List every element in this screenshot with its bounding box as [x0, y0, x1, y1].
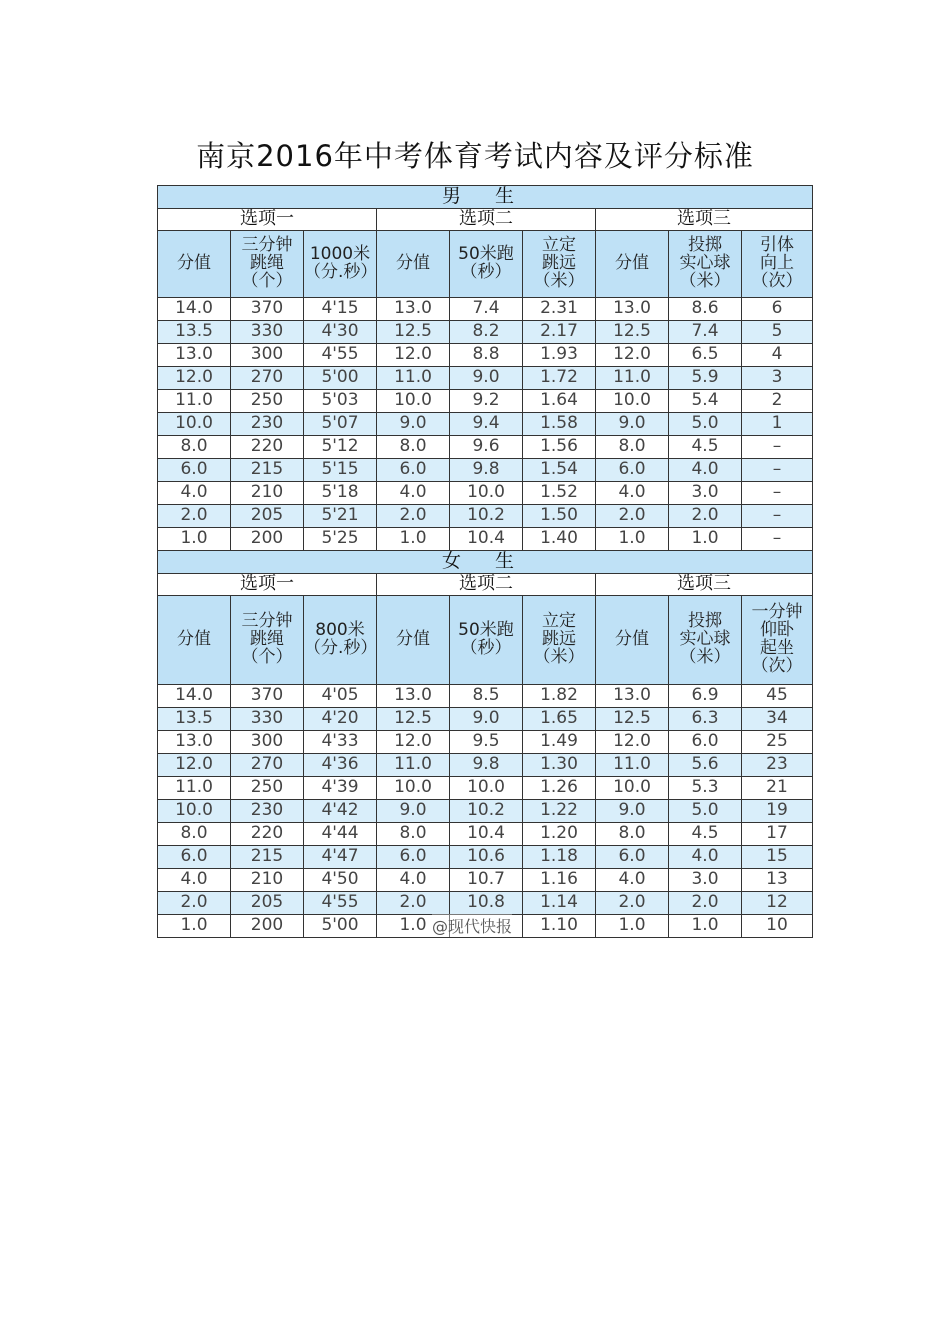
table-cell: 2.0 — [596, 892, 669, 915]
table-row — [158, 367, 813, 390]
table-cell: 9.0 — [377, 413, 450, 436]
table-cell: 8.8 — [450, 344, 523, 367]
table-cell: 5'00 — [304, 915, 377, 938]
table-cell: 4'20 — [304, 708, 377, 731]
column-header: 三分钟 跳绳 （个） — [231, 231, 304, 298]
table-cell: 2.17 — [523, 321, 596, 344]
table-cell: 1.0 — [158, 915, 231, 938]
table-row — [158, 505, 813, 528]
female-column-header-row — [158, 596, 813, 685]
table-row — [158, 298, 813, 321]
table-cell: 6.0 — [377, 459, 450, 482]
table-cell: 4.0 — [377, 482, 450, 505]
table-row — [158, 800, 813, 823]
table-cell: 6.0 — [596, 459, 669, 482]
table-cell: – — [742, 505, 813, 528]
table-cell: 1.93 — [523, 344, 596, 367]
table-cell: 5.9 — [669, 367, 742, 390]
table-cell: 215 — [231, 846, 304, 869]
table-cell: 300 — [231, 731, 304, 754]
table-cell: 2.0 — [377, 505, 450, 528]
table-cell: 8.0 — [158, 436, 231, 459]
table-cell: 4 — [742, 344, 813, 367]
table-cell: 13.5 — [158, 708, 231, 731]
table-cell: 6.9 — [669, 685, 742, 708]
score-table — [157, 185, 813, 938]
table-cell: 5.3 — [669, 777, 742, 800]
female-section-header-row — [158, 551, 813, 574]
table-cell: 2.31 — [523, 298, 596, 321]
male-section — [158, 186, 813, 551]
table-cell: 23 — [742, 754, 813, 777]
table-cell: 17 — [742, 823, 813, 846]
watermark: @现代快报 — [432, 914, 512, 937]
female-section — [158, 551, 813, 938]
option-label: 选项三 — [596, 574, 813, 596]
table-cell: 1.58 — [523, 413, 596, 436]
column-header: 一分钟 仰卧 起坐 （次） — [742, 596, 813, 685]
table-cell: 9.2 — [450, 390, 523, 413]
column-header: 50米跑 （秒） — [450, 231, 523, 298]
table-row — [158, 708, 813, 731]
table-cell: 5.0 — [669, 800, 742, 823]
table-cell: 8.5 — [450, 685, 523, 708]
table-cell: 2.0 — [669, 505, 742, 528]
table-cell: 11.0 — [377, 367, 450, 390]
table-cell: 21 — [742, 777, 813, 800]
table-cell: 230 — [231, 413, 304, 436]
table-cell: 1.18 — [523, 846, 596, 869]
table-cell: 2.0 — [596, 505, 669, 528]
table-cell: 300 — [231, 344, 304, 367]
table-cell: 4'15 — [304, 298, 377, 321]
table-cell: 370 — [231, 685, 304, 708]
table-row — [158, 528, 813, 551]
table-cell: 6.0 — [158, 459, 231, 482]
table-row — [158, 777, 813, 800]
table-cell: 5'03 — [304, 390, 377, 413]
table-cell: 45 — [742, 685, 813, 708]
table-cell: 13.0 — [158, 344, 231, 367]
table-cell: 8.0 — [596, 823, 669, 846]
table-cell: 5'18 — [304, 482, 377, 505]
table-cell: 10.0 — [450, 482, 523, 505]
table-cell: 10.0 — [596, 390, 669, 413]
table-cell: 10.0 — [158, 800, 231, 823]
table-cell: 1.82 — [523, 685, 596, 708]
table-row — [158, 846, 813, 869]
table-cell: 19 — [742, 800, 813, 823]
table-cell: 9.5 — [450, 731, 523, 754]
table-cell: 4'44 — [304, 823, 377, 846]
table-cell: 9.8 — [450, 754, 523, 777]
column-header: 立定 跳远 （米） — [523, 596, 596, 685]
table-cell: 1.22 — [523, 800, 596, 823]
table-row — [158, 731, 813, 754]
table-cell: 2.0 — [669, 892, 742, 915]
table-cell: 13.0 — [158, 731, 231, 754]
column-header: 分值 — [158, 231, 231, 298]
table-cell: 9.6 — [450, 436, 523, 459]
column-header: 分值 — [158, 596, 231, 685]
table-cell: 10.4 — [450, 528, 523, 551]
table-cell: 250 — [231, 390, 304, 413]
table-cell: – — [742, 482, 813, 505]
table-cell: 4.5 — [669, 823, 742, 846]
table-cell: 10 — [742, 915, 813, 938]
table-cell: 13.5 — [158, 321, 231, 344]
table-cell: 1.54 — [523, 459, 596, 482]
table-row — [158, 892, 813, 915]
table-cell: 9.0 — [450, 367, 523, 390]
table-cell: 3.0 — [669, 482, 742, 505]
table-cell: 2.0 — [377, 892, 450, 915]
table-cell: 6.5 — [669, 344, 742, 367]
table-cell: 1.52 — [523, 482, 596, 505]
table-row — [158, 390, 813, 413]
table-row — [158, 321, 813, 344]
table-cell: 5'00 — [304, 367, 377, 390]
table-cell: 1.0 — [596, 915, 669, 938]
table-cell: 5.6 — [669, 754, 742, 777]
table-cell: 13 — [742, 869, 813, 892]
table-cell: 5'21 — [304, 505, 377, 528]
table-cell: 12.5 — [377, 708, 450, 731]
table-cell: 1.72 — [523, 367, 596, 390]
table-cell: 4'55 — [304, 892, 377, 915]
table-cell: 9.8 — [450, 459, 523, 482]
table-row — [158, 685, 813, 708]
table-cell: 14.0 — [158, 685, 231, 708]
table-cell: 12.0 — [158, 754, 231, 777]
male-section-title: 男 生 — [158, 186, 813, 209]
table-cell: 5'25 — [304, 528, 377, 551]
table-row — [158, 869, 813, 892]
table-cell: 205 — [231, 505, 304, 528]
table-cell: 4.0 — [596, 482, 669, 505]
table-cell: 2.0 — [158, 892, 231, 915]
table-cell: 4'50 — [304, 869, 377, 892]
table-cell: 11.0 — [377, 754, 450, 777]
table-cell: 10.0 — [596, 777, 669, 800]
table-cell: 15 — [742, 846, 813, 869]
table-row — [158, 754, 813, 777]
table-cell: 270 — [231, 754, 304, 777]
table-cell: 4'33 — [304, 731, 377, 754]
table-cell: 4'42 — [304, 800, 377, 823]
table-row — [158, 344, 813, 367]
table-cell: 4.0 — [377, 869, 450, 892]
table-cell: 270 — [231, 367, 304, 390]
table-cell: 13.0 — [377, 685, 450, 708]
male-column-header-row — [158, 231, 813, 298]
table-cell: 4'55 — [304, 344, 377, 367]
column-header: 立定 跳远 （米） — [523, 231, 596, 298]
column-header: 800米 （分.秒） — [304, 596, 377, 685]
table-cell: 13.0 — [596, 298, 669, 321]
table-cell: 4'39 — [304, 777, 377, 800]
table-cell: 34 — [742, 708, 813, 731]
table-cell: 2 — [742, 390, 813, 413]
table-cell: 5'15 — [304, 459, 377, 482]
column-header: 引体 向上 （次） — [742, 231, 813, 298]
table-row — [158, 436, 813, 459]
table-cell: 9.0 — [377, 800, 450, 823]
table-cell: – — [742, 436, 813, 459]
column-header: 分值 — [596, 231, 669, 298]
option-label: 选项一 — [158, 209, 377, 231]
table-cell: 4.0 — [158, 869, 231, 892]
table-cell: 12.0 — [158, 367, 231, 390]
table-cell: 6.3 — [669, 708, 742, 731]
table-cell: 10.0 — [377, 390, 450, 413]
option-label: 选项三 — [596, 209, 813, 231]
table-cell: 4'05 — [304, 685, 377, 708]
table-cell: 5.0 — [669, 413, 742, 436]
table-row — [158, 482, 813, 505]
table-cell: 1.0 — [158, 528, 231, 551]
table-cell: 205 — [231, 892, 304, 915]
male-section-header-row — [158, 186, 813, 209]
table-cell: – — [742, 528, 813, 551]
table-cell: 1 — [742, 413, 813, 436]
table-cell: 14.0 — [158, 298, 231, 321]
table-cell: 9.0 — [596, 413, 669, 436]
table-cell: 1.14 — [523, 892, 596, 915]
table-cell: 1.10 — [523, 915, 596, 938]
table-cell: 4'36 — [304, 754, 377, 777]
table-cell: 5.4 — [669, 390, 742, 413]
table-cell: 4.0 — [669, 846, 742, 869]
table-cell: 8.2 — [450, 321, 523, 344]
table-cell: 6.0 — [669, 731, 742, 754]
table-cell: 3.0 — [669, 869, 742, 892]
table-cell: 11.0 — [158, 390, 231, 413]
table-cell: 4'47 — [304, 846, 377, 869]
table-cell: 370 — [231, 298, 304, 321]
table-cell: 330 — [231, 708, 304, 731]
table-cell: 1.49 — [523, 731, 596, 754]
table-cell: 8.6 — [669, 298, 742, 321]
table-cell: 25 — [742, 731, 813, 754]
option-label: 选项二 — [377, 209, 596, 231]
table-cell: 11.0 — [158, 777, 231, 800]
column-header: 分值 — [377, 231, 450, 298]
table-cell: 5'07 — [304, 413, 377, 436]
table-cell: 9.0 — [596, 800, 669, 823]
female-options-row — [158, 574, 813, 596]
table-cell: 1.26 — [523, 777, 596, 800]
table-cell: 10.0 — [450, 777, 523, 800]
column-header: 投掷 实心球 （米） — [669, 596, 742, 685]
table-cell: 5'12 — [304, 436, 377, 459]
table-cell: 6.0 — [158, 846, 231, 869]
table-cell: 11.0 — [596, 754, 669, 777]
table-cell: 210 — [231, 869, 304, 892]
table-cell: 10.8 — [450, 892, 523, 915]
table-cell: 200 — [231, 528, 304, 551]
table-cell: 12.0 — [377, 731, 450, 754]
option-label: 选项一 — [158, 574, 377, 596]
table-cell: 8.0 — [377, 436, 450, 459]
table-cell: 1.0 — [596, 528, 669, 551]
option-label: 选项二 — [377, 574, 596, 596]
table-cell: 1.30 — [523, 754, 596, 777]
table-cell: 12 — [742, 892, 813, 915]
page-title: 南京2016年中考体育考试内容及评分标准 — [196, 139, 754, 173]
column-header: 分值 — [377, 596, 450, 685]
table-cell: 1.65 — [523, 708, 596, 731]
column-header: 投掷 实心球 （米） — [669, 231, 742, 298]
table-cell: 220 — [231, 436, 304, 459]
table-cell: 6.0 — [596, 846, 669, 869]
table-cell: 10.0 — [377, 777, 450, 800]
table-row — [158, 459, 813, 482]
table-cell: 12.0 — [377, 344, 450, 367]
table-cell: 4.0 — [669, 459, 742, 482]
table-cell: 12.5 — [377, 321, 450, 344]
table-cell: 1.50 — [523, 505, 596, 528]
table-cell: 250 — [231, 777, 304, 800]
table-row — [158, 413, 813, 436]
table-cell: 9.4 — [450, 413, 523, 436]
table-cell: 1.16 — [523, 869, 596, 892]
table-cell: 10.0 — [158, 413, 231, 436]
male-options-row — [158, 209, 813, 231]
table-cell: 12.0 — [596, 731, 669, 754]
column-header: 50米跑 （秒） — [450, 596, 523, 685]
table-cell: 5 — [742, 321, 813, 344]
table-cell: 2.0 — [158, 505, 231, 528]
table-cell: 3 — [742, 367, 813, 390]
table-cell: 1.56 — [523, 436, 596, 459]
female-section-title: 女 生 — [158, 551, 813, 574]
table-cell: 4.5 — [669, 436, 742, 459]
table-cell: 1.0 — [377, 528, 450, 551]
table-cell: 13.0 — [596, 685, 669, 708]
table-cell: 200 — [231, 915, 304, 938]
table-cell: 4'30 — [304, 321, 377, 344]
table-cell: 6.0 — [377, 846, 450, 869]
table-row — [158, 823, 813, 846]
table-cell: – — [742, 459, 813, 482]
column-header: 分值 — [596, 596, 669, 685]
table-cell: 8.0 — [158, 823, 231, 846]
column-header: 1000米 （分.秒） — [304, 231, 377, 298]
table-cell: 11.0 — [596, 367, 669, 390]
table-cell: 12.5 — [596, 321, 669, 344]
table-cell: 6 — [742, 298, 813, 321]
table-cell: 210 — [231, 482, 304, 505]
table-cell: 1.40 — [523, 528, 596, 551]
table-cell: 7.4 — [450, 298, 523, 321]
table-cell: 10.2 — [450, 505, 523, 528]
table-cell: 13.0 — [377, 298, 450, 321]
table-cell: 10.2 — [450, 800, 523, 823]
table-cell: 10.4 — [450, 823, 523, 846]
table-cell: 230 — [231, 800, 304, 823]
table-cell: 7.4 — [669, 321, 742, 344]
table-cell: 12.5 — [596, 708, 669, 731]
table-cell: 330 — [231, 321, 304, 344]
table-cell: 220 — [231, 823, 304, 846]
table-cell: 1.64 — [523, 390, 596, 413]
table-cell: 1.0 — [669, 528, 742, 551]
table-cell: 12.0 — [596, 344, 669, 367]
table-cell: 1.0 — [377, 915, 450, 938]
table-cell: 4.0 — [158, 482, 231, 505]
column-header: 三分钟 跳绳 （个） — [231, 596, 304, 685]
table-cell: 215 — [231, 459, 304, 482]
table-cell: 1.20 — [523, 823, 596, 846]
table-cell: 8.0 — [377, 823, 450, 846]
table-cell: 9.0 — [450, 708, 523, 731]
table-cell: 10.7 — [450, 869, 523, 892]
table-cell: 1.0 — [669, 915, 742, 938]
table-cell: 10.6 — [450, 846, 523, 869]
table-cell: 8.0 — [596, 436, 669, 459]
table-cell: 4.0 — [596, 869, 669, 892]
